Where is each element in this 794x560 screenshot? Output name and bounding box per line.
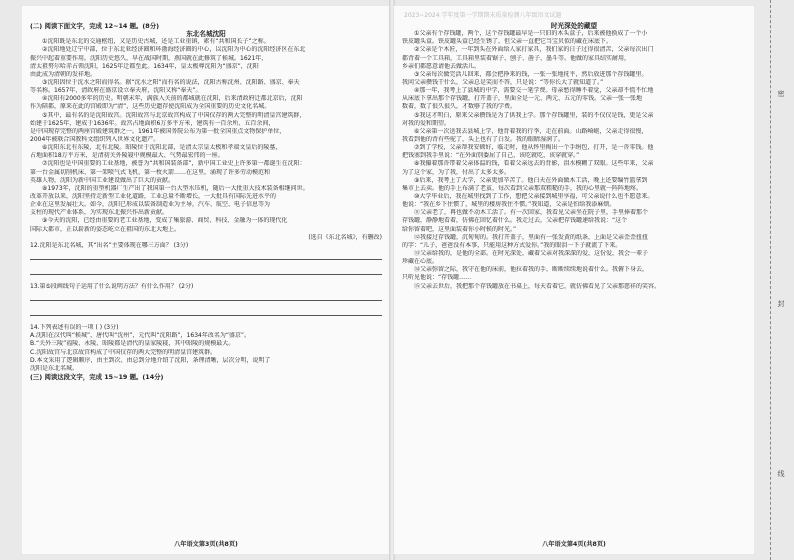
paragraph-line: ⑦到了学校，父亲帮我安顿好，临走时，他从怀里掏出一个手绢包，打开，是一沓零钱。他	[414, 144, 654, 152]
paragraph-line: 为了这个家，为了我，付出了太多太多。	[402, 168, 511, 176]
paragraph-line: ②沈阳地处辽宁中部，位于东北亚经济圈和环渤海经济圈的中心，以沈阳为中心的沈阳经济区在东北	[42, 46, 306, 54]
paragraph-line: ⑥沈阳东北有东陵，北有北陵。昭陵位于沈阳北部，是清太宗皇太极和孝端文皇后的陵墓，	[42, 144, 282, 152]
passage-body	[402, 30, 746, 291]
option-item: C.沈阳故宫与北京故宫构成了中国仅存的两大完整的明清皇宫建筑群。	[30, 348, 217, 356]
paragraph-line: ②父亲是个木匠，一年到头在外面给人家打家具，我们家的日子过得很清苦，父亲每次出门	[414, 46, 654, 54]
paragraph-line: 是中国现存完整的两座宫殿建筑群之一。1961年被国务院公布为第一批全国重点文物保护单位，	[30, 127, 286, 135]
paragraph-line: 占地面积18万平方米，是清初关外陵寝中规模最大、气势最宏伟的一座。	[30, 152, 224, 160]
margin-label: 密	[777, 90, 785, 97]
left-exam-page	[22, 6, 390, 554]
paragraph-line: ④沈阳有2000多年的历史。明朝末年，满族入关前的都城就在沈阳，后来清政府迁都北京后，沈阳	[42, 95, 303, 103]
passage-title: 东北名城沈阳	[186, 30, 226, 39]
question-12: 12.沈阳是东北名城，其“出名”主要体现在哪三方面？ (3分)	[30, 241, 189, 249]
paragraph-line: ⑦沈阳也是中国重要的工业基地，被誉为“共和国装备部”，新中国工业史上许多第一都诞生在沈阳：	[42, 160, 306, 168]
paragraph-line: ⑫我接过存钱罐，沉甸甸的。我打开盖子，里面有一张发黄的纸条，上面是父亲歪歪扭扭	[414, 233, 649, 241]
paragraph-line: ⑨后来，我考上了大学，父亲更加辛苦了。他白天在外面做木工活，晚上还要编竹篮拿到	[414, 176, 648, 184]
paragraph-line: ⑧我攥着那沓带着父亲体温的钱，看着父亲远去的背影，泪水模糊了双眼。这些年来，父亲	[414, 160, 654, 168]
paragraph-line: ⑮父亲去世后，我把那个存钱罐放在书桌上，每天看着它，就仿佛看见了父亲那慈祥的笑容。	[414, 282, 661, 290]
paragraph-line: 从床底下拿出那个存钱罐，打开盖子，里面全是一元、两元、五元的零钱。父亲一张一张地	[402, 95, 643, 103]
paragraph-line: ③父亲每次做完活儿回来，都会把挣来的钱，一张一张地抚平，然后放进那个存钱罐里。	[414, 70, 648, 78]
paragraph-line: ⑧1973年，沈阳的重型机器厂生产出了我国第一台大型水压机，随后一大批重大技术装备相继问世。	[42, 184, 309, 192]
paragraph-line: 英雄人物，沈阳为新中国工业建设做出了巨大的贡献。	[30, 176, 175, 184]
paragraph-line: 铁皮罐头盒。铁皮罐头盒已经生锈了，但父亲一直把它当宝贝似的藏在床底下。	[402, 38, 613, 46]
paragraph-line: 等名称。1657年，清政府在盛京设立奉天府，沈阳又称“奉天”。	[30, 87, 202, 95]
paragraph-line: ⑨今天的沈阳，已经由重要的老工业基地，变成了集旅游、商贸、科技、金融为一体的现代化	[42, 217, 288, 225]
source-note: (选自《东北名城》，有删改)	[308, 233, 382, 241]
paragraph-line: 我看到他的背有些驼了，头上也有了白发。我的眼睛湿润了。	[402, 135, 565, 143]
paragraph-line: 乡亲们都愿意请他去做活儿。	[402, 62, 481, 70]
paragraph-line: ⑬父亲给我的，是他的全部。在时光深处，藏着父亲对我深深的爱，这份爱，我会一辈子	[414, 249, 649, 257]
blurred-header: 2023~2024 学年度第一学期期末质量检测八年级语文试题	[404, 12, 562, 19]
binding-margin	[772, 0, 794, 560]
paragraph-line: 存钱罐，静静地看着，仿佛在回忆着什么。我走过去，父亲把存钱罐递给我说：“这个	[402, 217, 628, 225]
right-exam-page	[394, 6, 754, 554]
paragraph-line: 振兴中起着重要作用。沈阳历史悠久，早在战国时期，燕国就在此修筑了候城。1621年，	[30, 54, 268, 62]
answer-line-13[interactable]	[30, 294, 382, 301]
paragraph-line: ③沈阳因位于沈水之阳而得名。据“沈水之阳”而有名的说法，沈阳古称沈州、沈阳路、盛京、奉天	[42, 78, 300, 86]
paragraph-line: 只听见他说：“存钱罐……	[402, 274, 472, 282]
passage-body	[30, 38, 382, 233]
paragraph-line: 他说：“我在乡下住惯了，城里的楼房我住不惯。”我知道，父亲是怕给我添麻烦。	[402, 201, 616, 209]
answer-line-12[interactable]	[30, 253, 382, 260]
margin-label: 线	[777, 470, 785, 477]
passage-title: 时光深处的藏望	[550, 22, 598, 30]
paragraph-line: ⑤我这才明白，原来父亲攒钱是为了供我上学。那个存钱罐里，装的不仅仅是钱，更是父亲	[414, 111, 654, 119]
option-item: A.沈阳在汉代叫“候城”，唐代叫“沈州”，元代叫“沈阳路”，1634年改名为“盛京”。	[30, 332, 251, 340]
paragraph-line: ④那一年，我考上了县城的中学，需要交一笔学费。母亲愁得睡不着觉，父亲却不慌不忙地	[414, 87, 654, 95]
paragraph-line: 改革开放以来，沈阳坚持走新型工业化道路，工业总量不断增长，一大批具有国际先进水平的	[30, 192, 277, 200]
paragraph-line: 由此成为清朝的发祥地。	[30, 70, 97, 78]
paragraph-line: 都背着一个工具箱，工具箱里装着锯子、刨子、凿子、墨斗等。他做的家具结实耐用，	[402, 54, 631, 62]
paragraph-line: 企业在这里发展壮大。如今，沈阳已形成以装备制造业为主导，汽车、航空、电子信息等为	[30, 201, 271, 209]
answer-line-13b[interactable]	[30, 309, 382, 316]
paragraph-line: 国际大都市，正以崭新的姿态屹立在祖国的东北大地上。	[30, 225, 181, 233]
paragraph-line: 给你留着吧，这里面装着你小时候的时光。”	[402, 225, 517, 233]
paragraph-line: 我问父亲攒钱干什么，父亲总是笑而不答，只是说：“等你长大了就知道了。”	[402, 78, 604, 86]
paragraph-line: 作为陪都，原来在此的宫殿即为“清”，这些历史遗存使沈阳成为全国重要的历史文化名城。	[30, 103, 271, 111]
paragraph-line: ⑭父亲弥留之际，我守在他的床前，他拉着我的手，断断续续地说着什么。我俯下身去，	[414, 266, 649, 274]
paragraph-line: 支柱的现代产业体系，为实现东北振兴作出新贡献。	[30, 209, 169, 217]
margin-label: 封	[777, 300, 785, 307]
option-item: 沈阳是东北名城。	[30, 364, 79, 372]
paragraph-line: ⑥父亲第一次送我去县城上学，他背着我的行李，走在前面。山路崎岖，父亲走得很慢，	[414, 127, 648, 135]
right-page-footer: 八年语文第4页(共8页)	[542, 541, 606, 548]
paragraph-line: 数着，数了很久很久，才数够了我的学费。	[402, 103, 517, 111]
answer-line-12b[interactable]	[30, 268, 382, 275]
question-13: 13.第⑤段画线句子运用了什么说明方法？有什么作用？ (2分)	[30, 282, 194, 290]
section-3-heading: (三) 阅读这段文字，完成 15~19 题。(14分)	[30, 372, 164, 381]
left-page-footer: 八年语文第3页(共8页)	[174, 541, 238, 548]
left-page-content	[30, 22, 382, 534]
question-14-options	[30, 332, 382, 373]
option-item: D.本文采用了逻辑顺序，由主到次、由总到分地介绍了沈阳，条理清晰，层次分明，说明了	[30, 356, 271, 364]
paragraph-line: 的字：“儿子，爸爸没有本事，只能用这种方式爱你。”我的眼泪一下子就流了下来。	[402, 241, 622, 249]
paragraph-line: ⑤其中，最有名的是沈阳故宫。沈阳故宫与北京故宫构成了中国仅存的两大完整的明清皇宫建筑群，	[42, 111, 306, 119]
right-page-content	[402, 22, 746, 534]
paragraph-line: 第一台金属切削机床、第一架喷气式飞机、第一枚火箭……在这里，涌现了许多劳动模范和	[30, 168, 271, 176]
paragraph-line: 清太祖努尔哈赤占领沈阳，1625年迁都至此。1634年，皇太极尊沈阳为“盛京”，沈阳	[30, 62, 259, 70]
paragraph-line: 对我的爱和期望。	[402, 119, 451, 127]
paragraph-line: ⑩大学毕业后，我在城里找到了工作，想把父亲接到城里享福，可父亲说什么也不愿意来。	[414, 192, 654, 200]
paragraph-line: ①父亲有个存钱罐，两个，这个存钱罐最早是一只旧的木头盒子，后来被他换成了一个小	[414, 30, 648, 38]
paragraph-line: 把钱塞到我手里说：“在外面别委屈了自己，该吃就吃，该穿就穿。”	[402, 152, 580, 160]
paragraph-line: ①沈阳既是东北的交通枢纽，又是历史古城，还是工业重镇，素有“共和国长子”之称。	[42, 38, 270, 46]
paragraph-line: 珍藏在心底。	[402, 258, 439, 266]
question-14: 14.下列表述有误的一项 ( ) (3分)	[30, 324, 119, 332]
paragraph-line: 始建于1625年，建成于1636年。故宫占地面积6万多平方米，建筑有一百余所、五百余间，	[30, 119, 275, 127]
section-heading: (二) 阅读下面文字，完成 12~14 题。(8分)	[30, 22, 160, 30]
paragraph-line: ⑪父亲老了，再也做不动木工活了。有一次回家，我看见父亲坐在院子里，手里捧着那个	[414, 209, 649, 217]
paragraph-line: 集市上去卖。他的手上布满了老茧，每次看到父亲那双粗糙的手，我的心里就一阵阵地疼。	[402, 184, 643, 192]
option-item: B.“关外三陵”福陵、永陵、昭陵都是清代的皇家陵寝，其中昭陵的规模最大。	[30, 340, 235, 348]
paragraph-line: 2004年被联合国教科文组织列入世界文化遗产。	[30, 135, 160, 143]
